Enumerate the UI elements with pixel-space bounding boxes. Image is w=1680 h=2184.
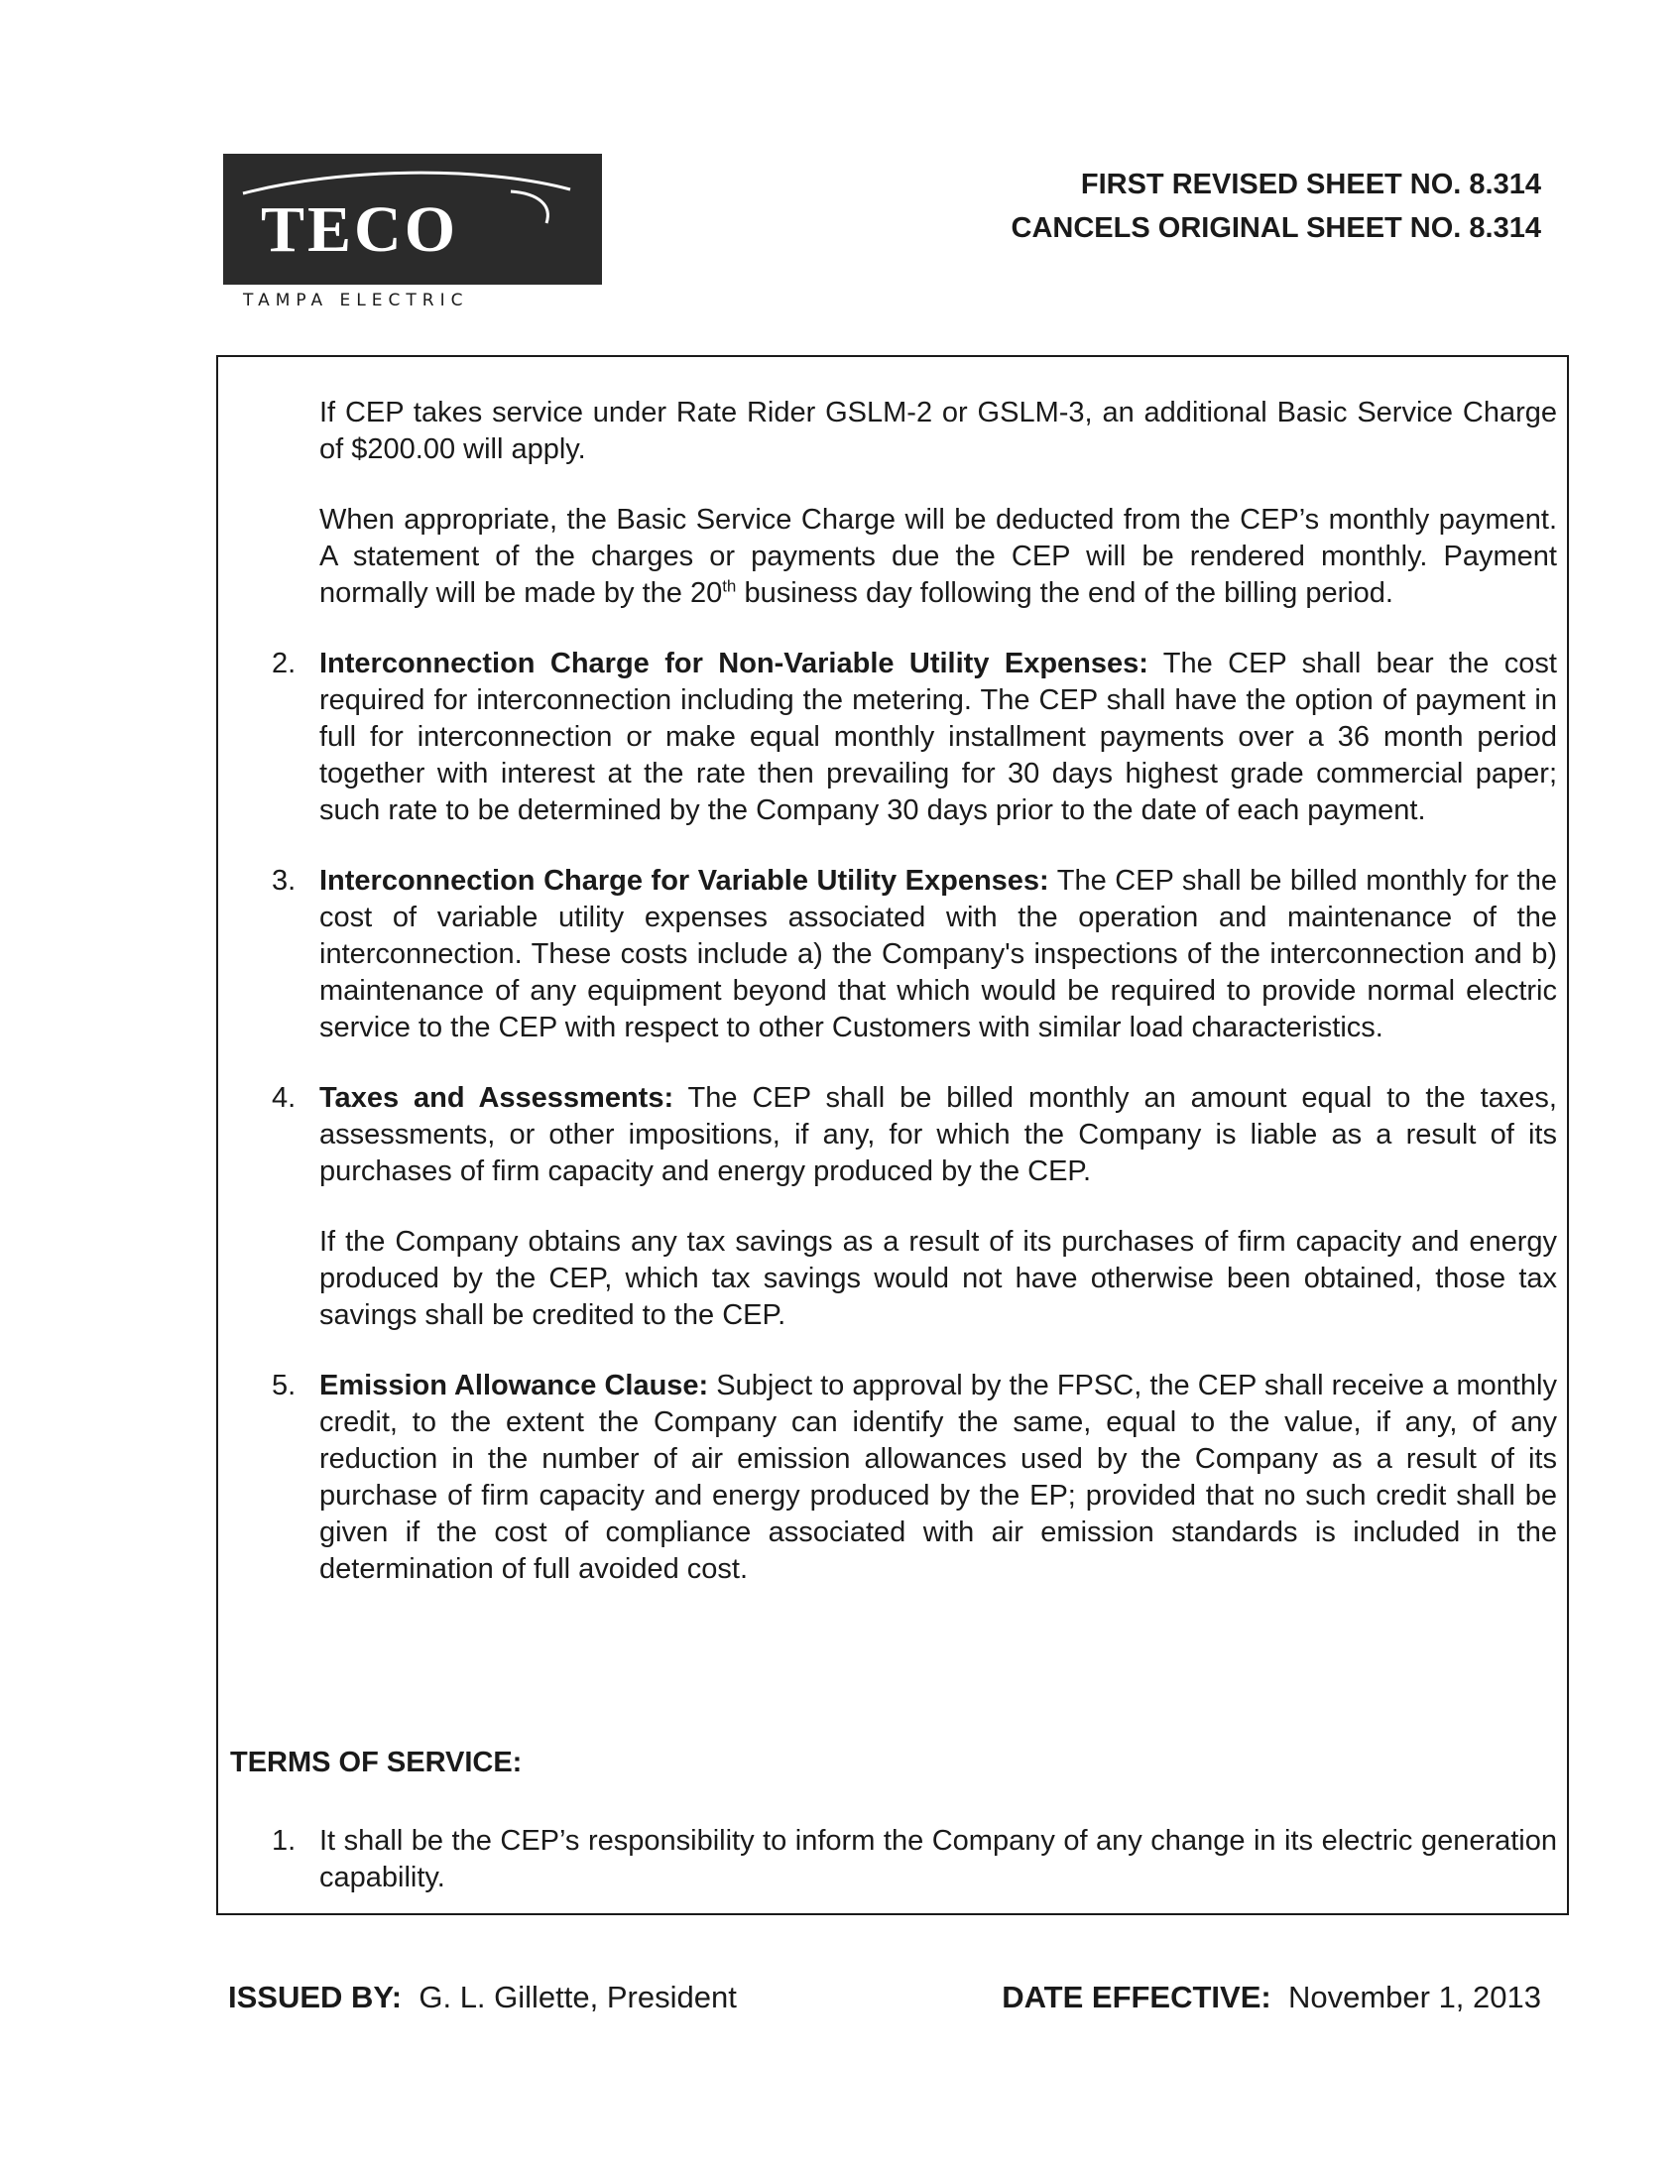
body-paragraph: If CEP takes service under Rate Rider GSLM-2 or GSLM-3, an additional Basic Service Charge of $200.00 will apply. xyxy=(319,397,1557,465)
terms-list-item xyxy=(272,1823,1557,1896)
list-item xyxy=(272,863,1557,1046)
sheet-number: FIRST REVISED SHEET NO. 8.314 xyxy=(1080,169,1541,200)
item-title: Interconnection Charge for Variable Utility Expenses: xyxy=(319,865,1049,897)
issued-by xyxy=(228,1980,737,2015)
item-number: 4. xyxy=(272,1082,297,1114)
tariff-body xyxy=(272,395,1557,1622)
item-extra-paragraph: If the Company obtains any tax savings as a result of its purchases of firm capacity and energy produced by the CEP, which tax savings would not have otherwise been obtained, those tax savings shall be credited to the CEP. xyxy=(319,1226,1557,1331)
issued-by-value: G. L. Gillette, President xyxy=(402,1980,737,2014)
item-number: 3. xyxy=(272,865,297,897)
teco-logo xyxy=(223,154,602,285)
item-title: Taxes and Assessments: xyxy=(319,1082,674,1114)
logo-tagline: TAMPA ELECTRIC xyxy=(243,291,469,310)
item-text: The CEP shall bear the cost required for interconnection including the metering. The CEP shall have the option of payment in full for interconnection or make equal monthly installment payments over a 36 month period together with interest at the rate then prevailing for 30 days highest grade commercial paper; such rate to be determined by the Company 30 days prior to the date of each payment. xyxy=(319,648,1557,826)
list-item xyxy=(272,1080,1557,1334)
terms-of-service-heading: TERMS OF SERVICE: xyxy=(230,1747,523,1778)
item-title: Interconnection Charge for Non-Variable Utility Expenses: xyxy=(319,648,1148,679)
item-number: 5. xyxy=(272,1370,297,1401)
item-text: The CEP shall be billed monthly for the cost of variable utility expenses associated with the operation and maintenance of the interconnection. These costs include a) the Company's inspections of the interconnection and b) maintenance of any equipment beyond that which would be required to provide normal electric service to the CEP with respect to other Customers with similar load characteristics. xyxy=(319,865,1557,1043)
cancels-sheet-number: CANCELS ORIGINAL SHEET NO. 8.314 xyxy=(1011,212,1541,244)
date-effective-value: November 1, 2013 xyxy=(1270,1980,1541,2014)
item-text: It shall be the CEP’s responsibility to inform the Company of any change in its electric generation capability. xyxy=(319,1825,1557,1893)
list-item xyxy=(272,646,1557,829)
item-text: Subject to approval by the FPSC, the CEP shall receive a monthly credit, to the extent the Company can identify the same, equal to the value, if any, of any reduction in the number of air emission allowances used by the Company as a result of its purchase of firm capacity and energy produced by the EP; provided that no such credit shall be given if the cost of compliance associated with air emission standards is included in the determination of full avoided cost. xyxy=(319,1370,1557,1585)
item-text: The CEP shall be billed monthly an amount equal to the taxes, assessments, or other impositions, if any, for which the Company is liable as a result of its purchases of firm capacity and energy produced by the CEP. xyxy=(319,1082,1557,1187)
sheet-header xyxy=(1012,163,1541,250)
item-number: 1. xyxy=(272,1825,297,1857)
logo-wordmark: TECO xyxy=(261,193,459,266)
body-paragraph: When appropriate, the Basic Service Charge will be deducted from the CEP’s monthly payment. A statement of the charges or payments due the CEP will be rendered monthly. Payment normally will be made by the 20th business day following the end of the billing period. xyxy=(319,504,1557,609)
item-number: 2. xyxy=(272,648,297,679)
issued-by-label: ISSUED BY: xyxy=(228,1980,403,2014)
date-effective xyxy=(1002,1980,1541,2015)
date-effective-label: DATE EFFECTIVE: xyxy=(1002,1980,1271,2014)
item-title: Emission Allowance Clause: xyxy=(319,1370,709,1401)
list-item xyxy=(272,1368,1557,1588)
